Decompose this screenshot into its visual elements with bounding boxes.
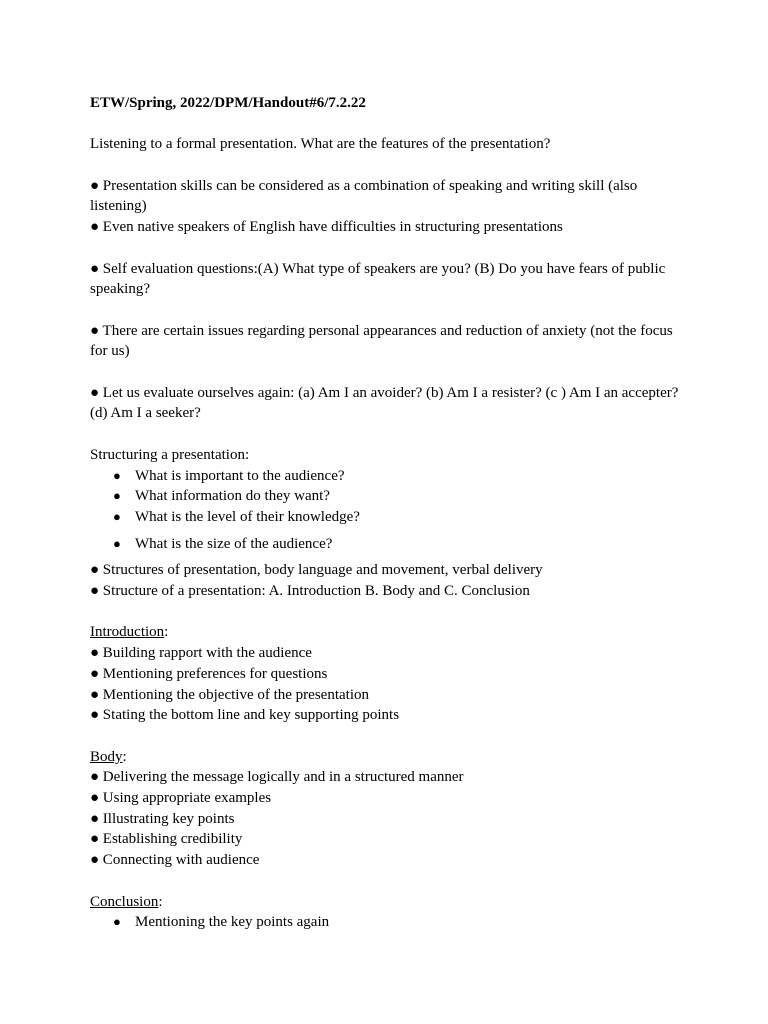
structuring-list: [90, 466, 690, 555]
bullet-item: ● Structures of presentation, body language and movement, verbal delivery: [90, 562, 543, 579]
heading-colon: :: [122, 748, 127, 765]
bullet-personal-appearance: ● There are certain issues regarding personal appearances and reduction of anxiety (not the focus for us): [90, 322, 673, 360]
body-heading-line: [90, 747, 690, 768]
conclusion-heading: Conclusion: [90, 893, 159, 910]
block-presentation-skills: [90, 176, 690, 238]
bullet-item: ● Using appropriate examples: [90, 790, 272, 807]
list-item: ● What is the size of the audience?: [113, 534, 690, 555]
introduction-heading: Introduction: [90, 624, 165, 641]
bullet-self-evaluation: ● Self evaluation questions:(A) What type of speakers are you? (B) Do you have fears of public speaking?: [90, 260, 666, 298]
intro-line: Listening to a formal presentation. What are the features of the presentation?: [90, 136, 551, 153]
bullet-item: ● Even native speakers of English have difficulties in structuring presentations: [90, 219, 563, 236]
structuring-heading: Structuring a presentation:: [90, 446, 250, 463]
conclusion-list: [90, 912, 690, 933]
structures-block: [90, 560, 690, 601]
bullet-item: ● Stating the bottom line and key supporting points: [90, 707, 400, 724]
introduction-section: [90, 622, 690, 726]
structuring-section: [90, 445, 690, 555]
list-item: ● What information do they want?: [113, 486, 690, 507]
bullet-item: ● Mentioning preferences for questions: [90, 665, 328, 682]
document-title: ETW/Spring, 2022/DPM/Handout#6/7.2.22: [90, 95, 366, 111]
document-content: [90, 93, 690, 933]
bullet-item: ● Establishing credibility: [90, 831, 243, 848]
bullet-item: ● Building rapport with the audience: [90, 645, 312, 662]
list-item: ● What is the level of their knowledge?: [113, 507, 690, 528]
list-item: ● What is important to the audience?: [113, 466, 690, 487]
bullet-item: ● Delivering the message logically and in a structured manner: [90, 769, 464, 786]
introduction-heading-line: [90, 622, 690, 643]
bullet-item: ● Presentation skills can be considered as a combination of speaking and writing skill (also listening): [90, 177, 638, 215]
bullet-evaluate-ourselves: ● Let us evaluate ourselves again: (a) Am I an avoider? (b) Am I a resister? (c ) Am I an accepter? (d) Am I a seeker?: [90, 384, 679, 422]
list-item: ● Mentioning the key points again: [113, 912, 690, 933]
body-heading: Body: [90, 748, 123, 765]
bullet-item: ● Connecting with audience: [90, 852, 260, 869]
bullet-item: ● Mentioning the objective of the presentation: [90, 686, 369, 703]
body-section: [90, 747, 690, 871]
heading-colon: :: [164, 624, 169, 641]
conclusion-heading-line: [90, 892, 690, 913]
heading-colon: :: [158, 893, 163, 910]
conclusion-section: [90, 892, 690, 933]
bullet-item: ● Illustrating key points: [90, 810, 235, 827]
bullet-item: ● Structure of a presentation: A. Introduction B. Body and C. Conclusion: [90, 583, 530, 600]
